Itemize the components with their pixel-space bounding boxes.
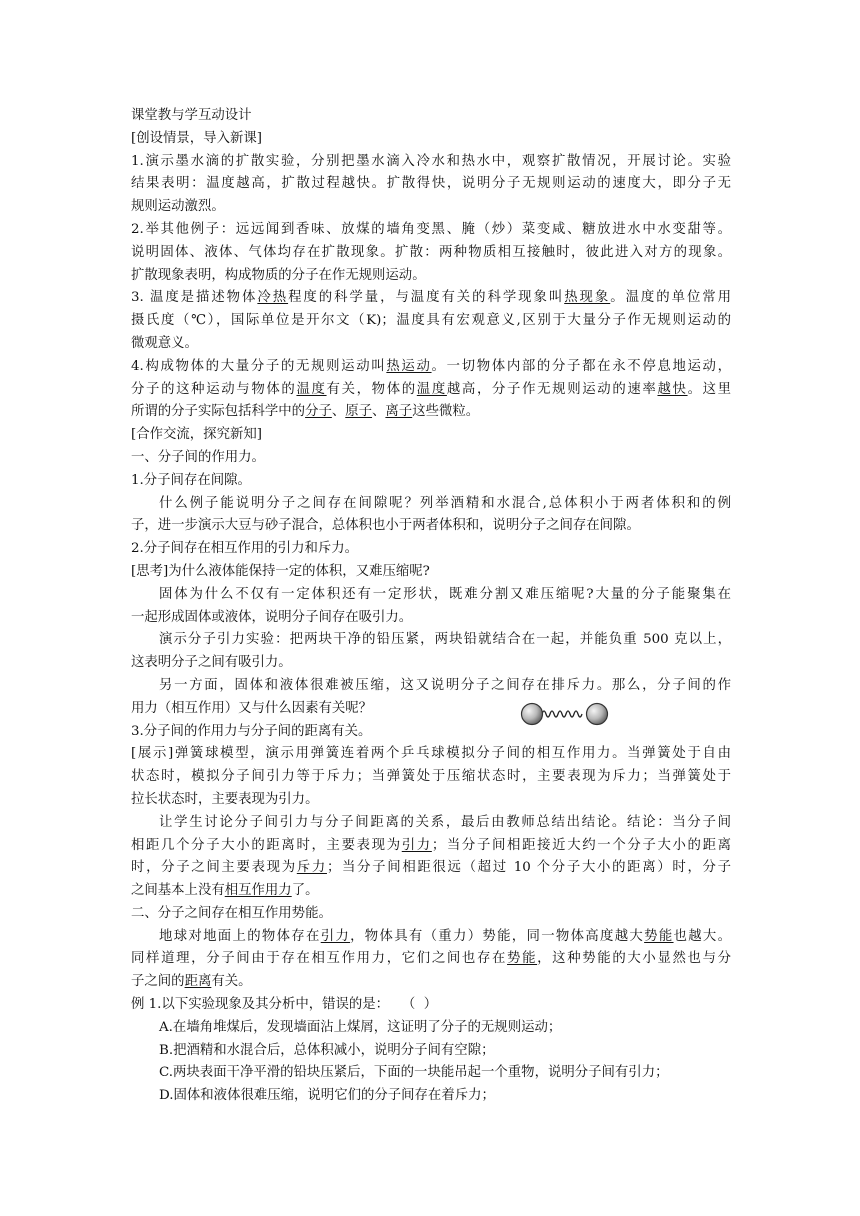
- option-d: D.固体和液体很难压缩，说明它们的分子间存在着斥力；: [159, 1088, 495, 1104]
- blank-answer: 越快: [657, 381, 688, 397]
- item-heading-forces: 2.分子间存在相互作用的引力和斥力。: [131, 541, 359, 557]
- text-run: 之间基本上没有: [131, 883, 225, 899]
- text-run: 同样道理，分子间由于存在相互作用力，它们之间也存在: [131, 951, 508, 967]
- text-line: 说明固体、液体、气体均存在扩散现象。扩散：两种物质相互接触时，彼此进入对方的现象。: [131, 244, 731, 260]
- text-run: ；当分子间相距接近大约一个分子大小的距离: [431, 837, 732, 853]
- text-line: 拉长状态时，主要表现为引力。: [131, 791, 319, 807]
- text-line: 固体为什么不仅有一定体积还有一定形状，既难分割又难压缩呢?大量的分子能聚集在: [159, 586, 731, 602]
- text-line: [131, 356, 731, 379]
- blank-answer: 热现象: [564, 290, 611, 306]
- paragraph-solid-shape: [131, 584, 731, 630]
- think-question: [思考]为什么液体能保持一定的体积，又难压缩呢?: [131, 563, 430, 579]
- text-run: ，这种势能的大小显然也与分: [537, 951, 732, 967]
- text-line: [131, 926, 731, 949]
- blank-answer: 相互作用力: [224, 883, 292, 899]
- paragraph-spring-model: [131, 743, 731, 811]
- text-run: 了。: [291, 883, 319, 899]
- text-run: 越高，分子作无规则运动的速率: [446, 381, 658, 397]
- blank-answer: 原子: [345, 404, 373, 420]
- text-line: 规则运动激烈。: [131, 199, 225, 215]
- document-page: [131, 105, 731, 1108]
- subheading-force: 一、分子间的作用力。: [131, 449, 265, 465]
- blank-answer: 引力: [320, 928, 351, 944]
- text-line: [131, 857, 731, 880]
- text-run: 地球对地面上的物体存在: [159, 928, 321, 944]
- blank-answer: 离子: [385, 404, 413, 420]
- text-run: 也越大。: [673, 928, 732, 944]
- text-line: 微观意义。: [131, 335, 198, 351]
- text-run: 4.构成物体的大量分子的无规则运动叫: [131, 358, 387, 374]
- blank-answer: 势能: [644, 928, 674, 944]
- text-line: [131, 835, 731, 858]
- text-line: [131, 880, 731, 903]
- paragraph-thermal-motion: [131, 356, 731, 424]
- blank-answer: 距离: [184, 974, 212, 990]
- text-run: 子之间的: [131, 974, 185, 990]
- section-heading-intro: [创设情景，导入新课]: [131, 130, 262, 146]
- text-run: ，物体具有（重力）势能，同一物体高度越大: [350, 928, 645, 944]
- text-line: 让学生讨论分子间引力与分子间距离的关系，最后由教师总结出结论。结论：当分子间: [159, 814, 731, 830]
- option-a: A.在墙角堆煤后，发现墙面沾上煤屑，这证明了分子的无规则运动；: [159, 1019, 562, 1035]
- text-line: [131, 287, 731, 310]
- text-run: 有关。: [211, 974, 252, 990]
- option-b: B.把酒精和水混合后，总体积减小，说明分子间有空隙；: [159, 1042, 495, 1058]
- text-line: 一起形成固体或液体，说明分子间存在吸引力。: [131, 609, 413, 625]
- text-run: 这些微粒。: [412, 404, 480, 420]
- ball-left: [522, 704, 543, 725]
- text-line: 2.举其他例子：远远闻到香味、放煤的墙角变黑、腌（炒）菜变咸、糖放进水中水变甜等。: [131, 221, 731, 237]
- text-run: 相距几个分子大小的距离时，主要表现为: [131, 837, 402, 853]
- blank-answer: 引力: [401, 837, 432, 853]
- text-run: 。这里: [687, 381, 732, 397]
- example-question-stem: 例 1.以下实验现象及其分析中，错误的是： （ ）: [131, 997, 438, 1013]
- text-line: 1.演示墨水滴的扩散实验，分别把墨水滴入冷水和热水中，观察扩散情况，开展讨论。实验: [131, 153, 731, 169]
- paragraph-diffusion-demo: [131, 151, 731, 219]
- text-run: 程度的科学量，与温度有关的科学现象叫: [288, 290, 565, 306]
- text-run: 有关，物体的: [326, 381, 417, 397]
- text-line: [131, 971, 731, 994]
- option-c: C.两块表面干净平滑的铅块压紧后，下面的一块能吊起一个重物，说明分子间有引力；: [159, 1065, 669, 1081]
- text-line: [展示]弹簧球模型，演示用弹簧连着两个乒乓球模拟分子间的相互作用力。当弹簧处于自由: [131, 746, 731, 762]
- spring-ball-model-illustration: [520, 701, 610, 727]
- text-line: 摄氏度（℃），国际单位是开尔文（K)；温度具有宏观意义,区别于大量分子作无规则运动的: [131, 313, 731, 329]
- subheading-potential-energy: 二、分子之间存在相互作用势能。: [131, 905, 332, 921]
- text-run: 分子的这种运动与物体的: [131, 381, 297, 397]
- blank-answer: 温度: [296, 381, 327, 397]
- text-run: 所谓的分子实际包括科学中的: [131, 404, 306, 420]
- blank-answer: 热运动: [386, 358, 432, 374]
- blank-answer: 势能: [507, 951, 538, 967]
- paragraph-gaps: [131, 493, 731, 539]
- text-run: 、: [372, 404, 386, 420]
- text-line: 另一方面，固体和液体很难被压缩，这又说明分子之间存在排斥力。那么，分子间的作: [159, 677, 731, 693]
- ball-right: [587, 704, 608, 725]
- blank-answer: 斥力: [296, 860, 327, 876]
- text-run: 。一切物体内部的分子都在永不停息地运动，: [431, 358, 732, 374]
- section-heading-explore: [合作交流，探究新知]: [131, 427, 262, 443]
- text-line: [131, 379, 731, 402]
- text-run: ；当分子间相距很远（超过 10 个分子大小的距离）时，分子: [326, 860, 731, 876]
- text-run: 时，分子之间主要表现为: [131, 860, 297, 876]
- text-line: 扩散现象表明，构成物质的分子在作无规则运动。: [131, 267, 426, 283]
- text-line: 这表明分子之间有吸引力。: [131, 655, 292, 671]
- paragraph-other-examples: [131, 219, 731, 287]
- text-run: 。温度的单位常用: [610, 290, 732, 306]
- text-line: 什么例子能说明分子之间存在间隙呢？列举酒精和水混合,总体积小于两者体积和的例: [159, 495, 731, 511]
- text-line: 结果表明：温度越高，扩散过程越快。扩散得快，说明分子无规则运动的速度大，即分子无: [131, 176, 731, 192]
- paragraph-temperature: [131, 287, 731, 355]
- text-line: [131, 948, 731, 971]
- paragraph-conclusion: [131, 812, 731, 903]
- paragraph-lead-demo: [131, 629, 731, 675]
- paragraph-potential-energy: [131, 926, 731, 994]
- text-line: 子，进一步演示大豆与砂子混合，总体积也小于两者体积和，说明分子之间存在间隙。: [131, 518, 640, 534]
- text-line: [131, 401, 731, 424]
- blank-answer: 冷热: [257, 290, 289, 306]
- spring-coil: [542, 711, 582, 717]
- example-question: [131, 994, 731, 1108]
- text-run: 3. 温度是描述物体: [131, 290, 258, 306]
- item-heading-gaps: 1.分子间存在间隙。: [131, 472, 251, 488]
- paragraph-repulsion: [131, 675, 731, 721]
- text-line: 状态时，模拟分子间引力等于斥力；当弹簧处于压缩状态时，主要表现为斥力；当弹簧处于: [131, 769, 731, 785]
- document-title: 课堂教与学互动设计: [131, 108, 252, 123]
- text-line: 演示分子引力实验：把两块干净的铅压紧，两块铅就结合在一起，并能负重 500 克以上，: [159, 632, 731, 648]
- blank-answer: 分子: [305, 404, 332, 420]
- blank-answer: 温度: [416, 381, 447, 397]
- item-heading-distance: 3.分子间的作用力与分子间的距离有关。: [131, 723, 372, 739]
- text-line: 用力（相互作用）又与什么因素有关呢？: [131, 700, 373, 716]
- text-run: 、: [331, 404, 346, 420]
